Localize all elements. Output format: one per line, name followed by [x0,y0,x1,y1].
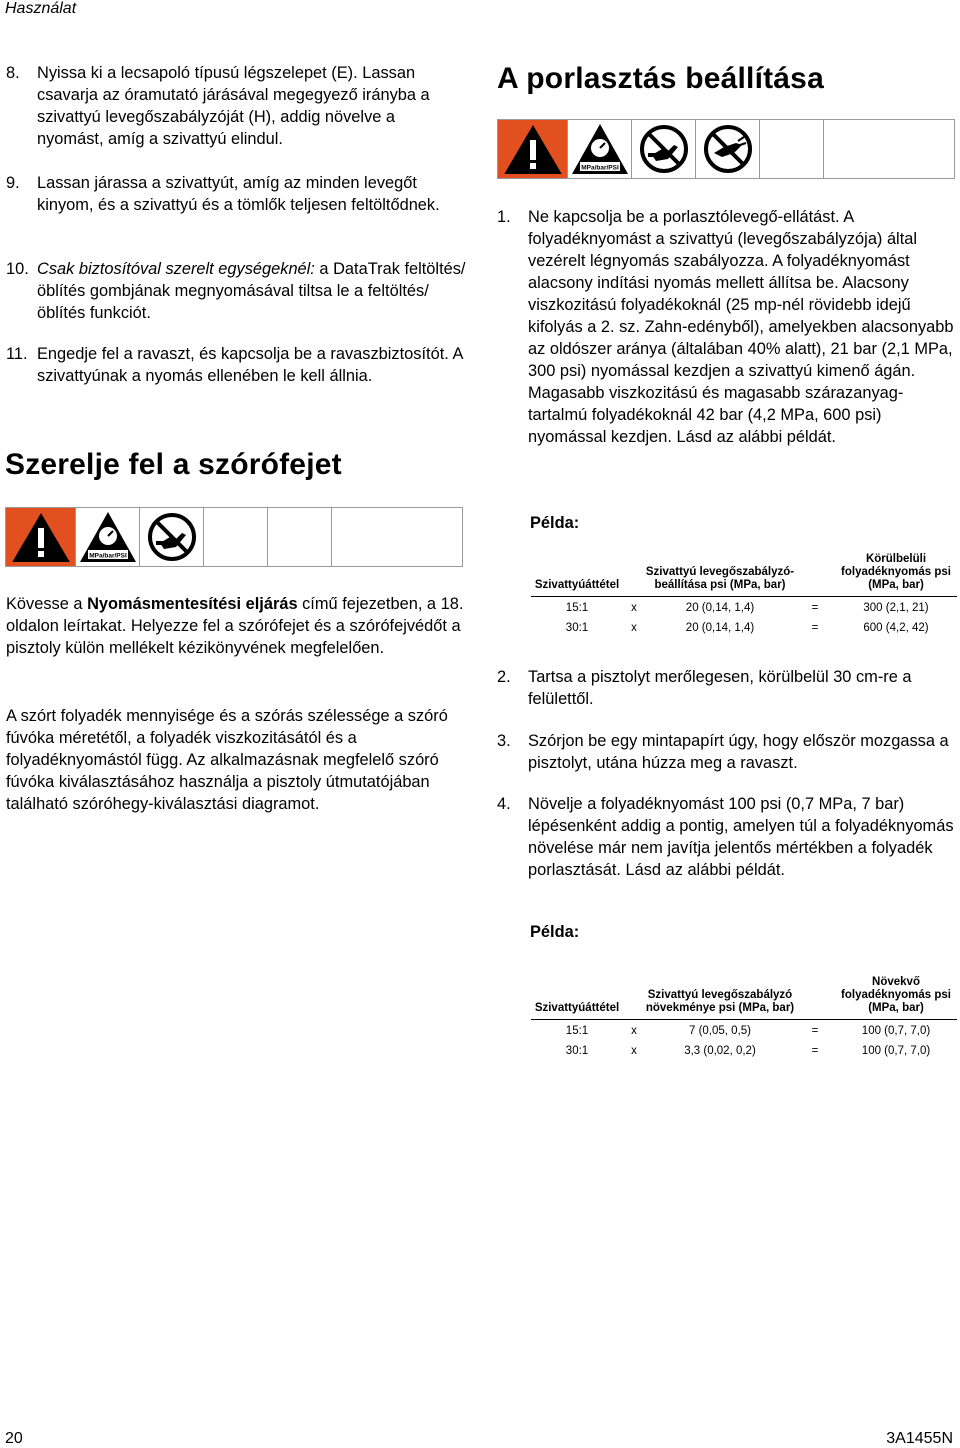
page-number: 20 [5,1430,23,1447]
svg-text:MPa/bar/PSI: MPa/bar/PSI [580,164,619,172]
step-number: 1. [497,208,511,226]
table-header-cell: Szivattyú levegőszabályzó növekménye psi (MPa, bar) [645,976,795,1020]
table-cell: x [631,602,637,614]
step-number: 9. [6,174,20,192]
section-title-nozzle: Szerelje fel a szórófejet [5,448,342,481]
step-9-block [6,172,466,216]
step-text: Lassan járassa a szivattyút, amíg az minden levegőt kinyom, és a szivattyú és a tömlők teljesen feltöltődnek. [37,174,440,214]
step-text: Ne kapcsolja be a porlasztólevegő-ellátást. A folyadéknyomást a szivattyú (levegőszabályzója) által vezérelt légnyomás szabályozza. A folyadéknyomást alacsony indítási nyomás mellett állítsa be. Alacsony viszkozitású folyadékoknál (25 mp-nél rövidebb idejű kifolyás a 2. sz. Zahn-edényből), amelyekben alacsonyabb az oldószer aránya (általában 40% alatt), 21 bar (2,1 MPa, 300 psi) nyomással kezdjen a szivattyú kimenő ágán. Magasabb viszkozitású és magasabb szárazanyag-tartalmú folyadékoknál 42 bar (4,2 MPa, 600 psi) nyomással kezdjen. Lásd az alábbi példát. [528,208,954,446]
empty-cell [824,120,888,178]
empty-cell [204,508,268,566]
step-10-block [6,258,466,324]
table-header-cell: Szivattyúáttétel [531,976,623,1020]
table-cell: = [811,1025,819,1037]
table-cell: 30:1 [565,622,589,634]
table-cell: = [811,1045,819,1057]
step-number: 2. [497,668,511,686]
step-italic-lead: Csak biztosítóval szerelt egységeknél: [37,260,315,278]
pressure-gauge-icon [568,120,632,178]
table-header-row [531,976,957,1020]
step-11-block [6,343,466,387]
table-header-cell: Növekvő folyadéknyomás psi (MPa, bar) [835,976,957,1020]
table-cell: 100 (0,7, 7,0) [861,1045,931,1057]
warning-icon-strip-right [497,119,955,179]
table-cell: x [631,1045,637,1057]
table-cell: = [811,602,819,614]
right-step-2 [497,666,957,710]
step-11 [6,343,466,387]
table-row [531,597,957,618]
table-cell: x [631,622,637,634]
example-table-1 [531,553,957,637]
table-cell: 7 (0,05, 0,5) [688,1025,751,1037]
para-text: A szórt folyadék mennyisége és a szórás szélessége a szóró fúvóka méretétől, a folyadék viszkozitásától és a folyadéknyomástól függ. Az alkalmazásnak megfelelő szóró fúvóka kiválasztásához használja a pisztoly útmutatójában található szóróhegy-kiválasztási diagramot. [6,707,448,813]
step-number: 4. [497,795,511,813]
warning-icon [498,120,568,178]
right-step-1 [497,206,957,448]
table-cell: x [631,1025,637,1037]
step-8 [6,62,466,150]
step-number: 10. [6,260,29,278]
no-hand-spray-icon [140,508,204,566]
procedure-name: Nyomásmentesítési eljárás [87,595,298,613]
table-cell: 15:1 [565,1025,589,1037]
example-table-2 [531,976,957,1060]
step-9 [6,172,466,216]
step-number: 3. [497,732,511,750]
step-text: a DataTrak feltöltés/öblítés gombjának megnyomásával tiltsa le a feltöltés/öblítés funkciót. [37,260,466,322]
para-text: című fejezetben, a 18. oldalon leírtakat. Helyezze fel a szórófejet és a szórófejvédőt a pisztoly külön mellékelt kézikönyvének megfelelően. [6,595,464,657]
nozzle-paragraph-1 [6,593,466,659]
table-header-cell [623,976,645,1020]
example-label-2: Példa: [530,923,580,941]
step-3 [497,730,957,774]
table-cell: 100 (0,7, 7,0) [861,1025,931,1037]
svg-text:MPa/bar/PSI: MPa/bar/PSI [88,552,127,560]
nozzle-paragraph-2 [6,705,466,815]
step-number: 8. [6,64,20,82]
para-text: Kövesse a [6,595,88,613]
table-cell: 15:1 [565,602,589,614]
empty-cell [268,508,332,566]
warning-icon-strip [5,507,463,567]
left-step-list [6,62,466,150]
empty-cell [760,120,824,178]
table-header-cell [795,553,835,597]
step-text: Tartsa a pisztolyt merőlegesen, körülbelül 30 cm-re a felülettől. [528,668,912,708]
table-header-cell [623,553,645,597]
section-title-atomization: A porlasztás beállítása [497,62,824,95]
table-cell: 3,3 (0,02, 0,2) [684,1045,756,1057]
example-label-1: Példa: [530,514,580,532]
table-cell: 20 (0,14, 1,4) [685,622,755,634]
step-10 [6,258,466,324]
no-hand-spray-icon [632,120,696,178]
step-4 [497,793,957,881]
table-header-cell: Szivattyú levegőszabályzó-beállítása psi (MPa, bar) [645,553,795,597]
table-cell: = [811,622,819,634]
step-text: Nyissa ki a lecsapoló típusú légszelepet (E). Lassan csavarja az óramutató járásával megegyező irányba a szivattyú levegőszabályzóját (H), addig növelve a nyomást, amíg a szivattyú elindul. [37,64,430,148]
table-cell: 600 (4,2, 42) [863,622,929,634]
warning-icon [6,508,76,566]
table-cell: 20 (0,14, 1,4) [685,602,755,614]
table-cell: 300 (2,1, 21) [863,602,929,614]
pressure-gauge-icon [76,508,140,566]
step-number: 11. [6,345,28,363]
step-1 [497,206,957,448]
table-header-row [531,553,957,597]
running-header: Használat [5,0,77,17]
step-2 [497,666,957,710]
step-text: Engedje fel a ravaszt, és kapcsolja be a ravaszbiztosítót. A szivattyúnak a nyomás ellenében le kell állnia. [37,345,463,385]
step-text: Szórjon be egy mintapapírt úgy, hogy először mozgassa a pisztolyt, utána húzza meg a ravaszt. [528,732,949,772]
right-step-4 [497,793,957,881]
table-row [531,1040,957,1060]
table-row [531,617,957,637]
table-header-cell [795,976,835,1020]
table-cell: 30:1 [565,1045,589,1057]
table-header-cell: Körülbelüli folyadéknyomás psi (MPa, bar) [835,553,957,597]
document-number: 3A1455N [886,1430,953,1447]
step-text: Növelje a folyadéknyomást 100 psi (0,7 MPa, 7 bar) lépésenként addig a pontig, amelyen túl a folyadéknyomás növelése már nem javítja jelentős mértékben a folyadék porlasztását. Lásd az alábbi példát. [528,795,954,879]
table-row [531,1020,957,1041]
right-step-3 [497,730,957,774]
empty-cell [332,508,396,566]
no-injection-icon [696,120,760,178]
table-header-cell: Szivattyúáttétel [531,553,623,597]
